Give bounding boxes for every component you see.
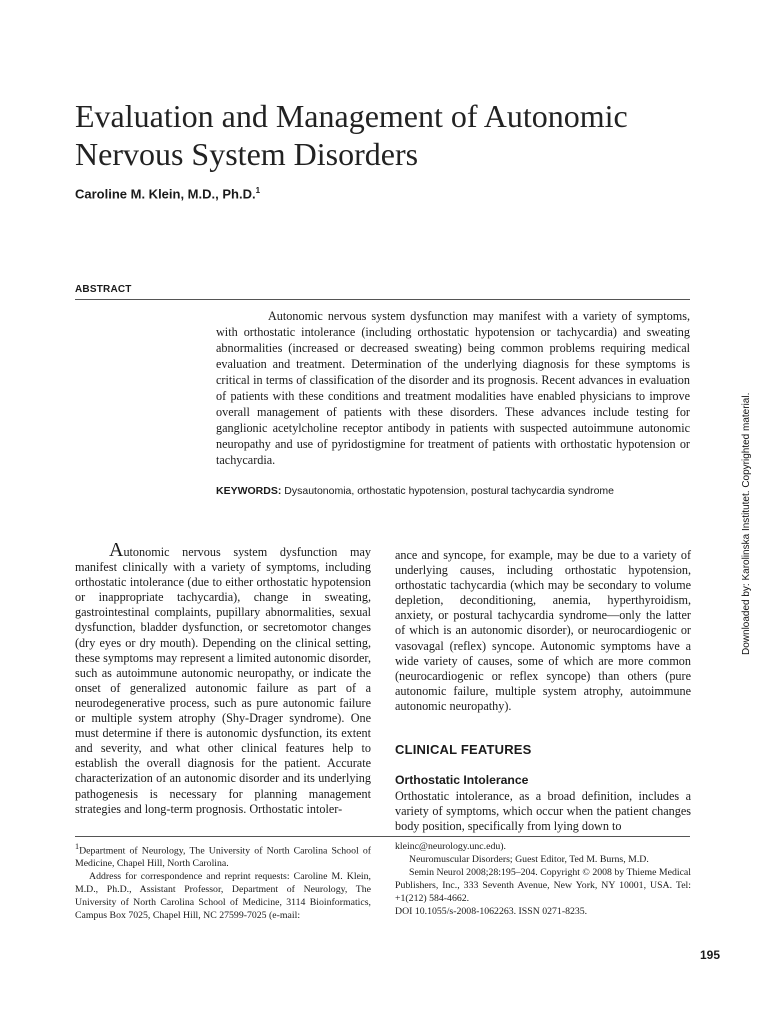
section-heading: CLINICAL FEATURES <box>395 742 532 758</box>
citation-footnote: Semin Neurol 2008;28:195–204. Copyright © 2008 by Thieme Medical Publishers, Inc., 333 Seventh Avenue, New York, NY 10001, USA. Tel: +1(212) 584-4662. <box>395 867 691 904</box>
affiliation-text: Department of Neurology, The University of North Carolina School of Medicine, Chapel Hill, North Carolina. <box>75 845 371 870</box>
page-number: 195 <box>700 948 721 962</box>
affiliation-footnote <box>75 840 371 870</box>
author-name <box>75 186 260 201</box>
title-line-2: Nervous System Disorders <box>75 136 419 172</box>
doi-footnote: DOI 10.1055/s-2008-1062263. ISSN 0271-8235. <box>395 906 588 917</box>
title-line-1: Evaluation and Management of Autonomic <box>75 98 628 134</box>
footnotes-left <box>75 840 371 922</box>
intro-text: utonomic nervous system dysfunction may manifest clinically with a variety of symptoms, including orthostatic intolerance (due to either orthostatic hypotension or inappropriate tachycardia), change in sweating, gastrointestinal complaints, pupillary abnormalities, sexual dysfunction, bladder dysfunction, or secretomotor changes (dry eyes or dry mouth). Depending on the clinical setting, these symptoms may represent a limited autonomic disorder, such as autoimmune autonomic neuropathy, or indicate the onset of generalized autonomic failure as part of a neurodegenerative process, such as pure autonomic failure or multiple system atrophy (Shy-Drager syndrome). One must determine if there is autonomic dysfunction, its extent and severity, and what other clinical features help to establish the overall diagnosis for the patient. Accurate characterization of an autonomic disorder and its underlying pathogenesis is necessary for planning management strategies and long-term prognosis. Orthostatic intoler- <box>75 545 372 816</box>
abstract-body <box>216 308 690 468</box>
author-text: Caroline M. Klein, M.D., Ph.D. <box>75 186 256 202</box>
email-footnote: kleinc@neurology.unc.edu). <box>395 841 506 852</box>
keywords-line <box>216 485 690 497</box>
subsection-paragraph: Orthostatic intolerance, as a broad definition, includes a variety of symptoms, which occur when the patient changes body position, specifically from lying down to <box>395 789 691 834</box>
intro-paragraph <box>75 539 372 817</box>
footnote-divider <box>75 836 690 837</box>
article-title <box>75 97 715 173</box>
drop-cap: A <box>109 539 124 561</box>
author-affiliation-marker: 1 <box>255 186 261 195</box>
correspondence-footnote: Address for correspondence and reprint requests: Caroline M. Klein, M.D., Ph.D., Assistant Professor, Department of Neurology, The University of North Carolina School of Medicine, 3114 Bioinformatics, Campus Box 7025, Chapel Hill, NC 27599-7025 (e-mail: <box>75 871 371 922</box>
continued-paragraph: ance and syncope, for example, may be due to a variety of underlying causes, including orthostatic hypotension, orthostatic tachycardia (which may be secondary to volume depletion, deconditioning, anemia, hyperthyroidism, anxiety, or postural tachycardia syndrome—only the latter of which is an autonomic disorder), or neurocardiogenic or vasovagal (reflex) syncope. Autonomic symptoms have a wide variety of causes, some of which are more common (neurocardiogenic or reflex syncope) than others (pure autonomic failure, multiple system atrophy, autoimmune autonomic neuropathy). <box>395 548 691 713</box>
body-column-left <box>75 539 372 817</box>
footnotes-right <box>395 840 691 918</box>
download-watermark: Downloaded by: Karolinska Institutet. Copyrighted material. <box>741 392 752 655</box>
body-column-right <box>395 548 691 835</box>
keywords-label: KEYWORDS: <box>216 485 282 497</box>
subsection-heading: Orthostatic Intolerance <box>395 773 529 788</box>
keywords-text: Dysautonomia, orthostatic hypotension, postural tachycardia syndrome <box>284 485 615 497</box>
abstract-divider <box>75 299 690 300</box>
abstract-paragraph: Autonomic nervous system dysfunction may manifest with a variety of symptoms, with orthostatic intolerance (including orthostatic hypotension or tachycardia) and sweating abnormalities (increased or decreased sweating) being common problems requiring medical evaluation and treatment. Determination of the underlying diagnosis for these symptoms is critical in terms of classification of the disorder and its prognosis. Recent advances in evaluation of patients with these conditions and treatment modalities have enabled physicians to improve overall management of patients with these disorders. These advances include testing for ganglionic acetylcholine receptor antibody in patients with suspected autoimmune autonomic neuropathy and use of pyridostigmine for treatment of patients with orthostatic hypotension or tachycardia. <box>216 309 690 467</box>
footnote-marker: 1 <box>75 842 80 851</box>
issue-footnote: Neuromuscular Disorders; Guest Editor, Ted M. Burns, M.D. <box>409 854 649 865</box>
abstract-label: ABSTRACT <box>75 284 132 295</box>
